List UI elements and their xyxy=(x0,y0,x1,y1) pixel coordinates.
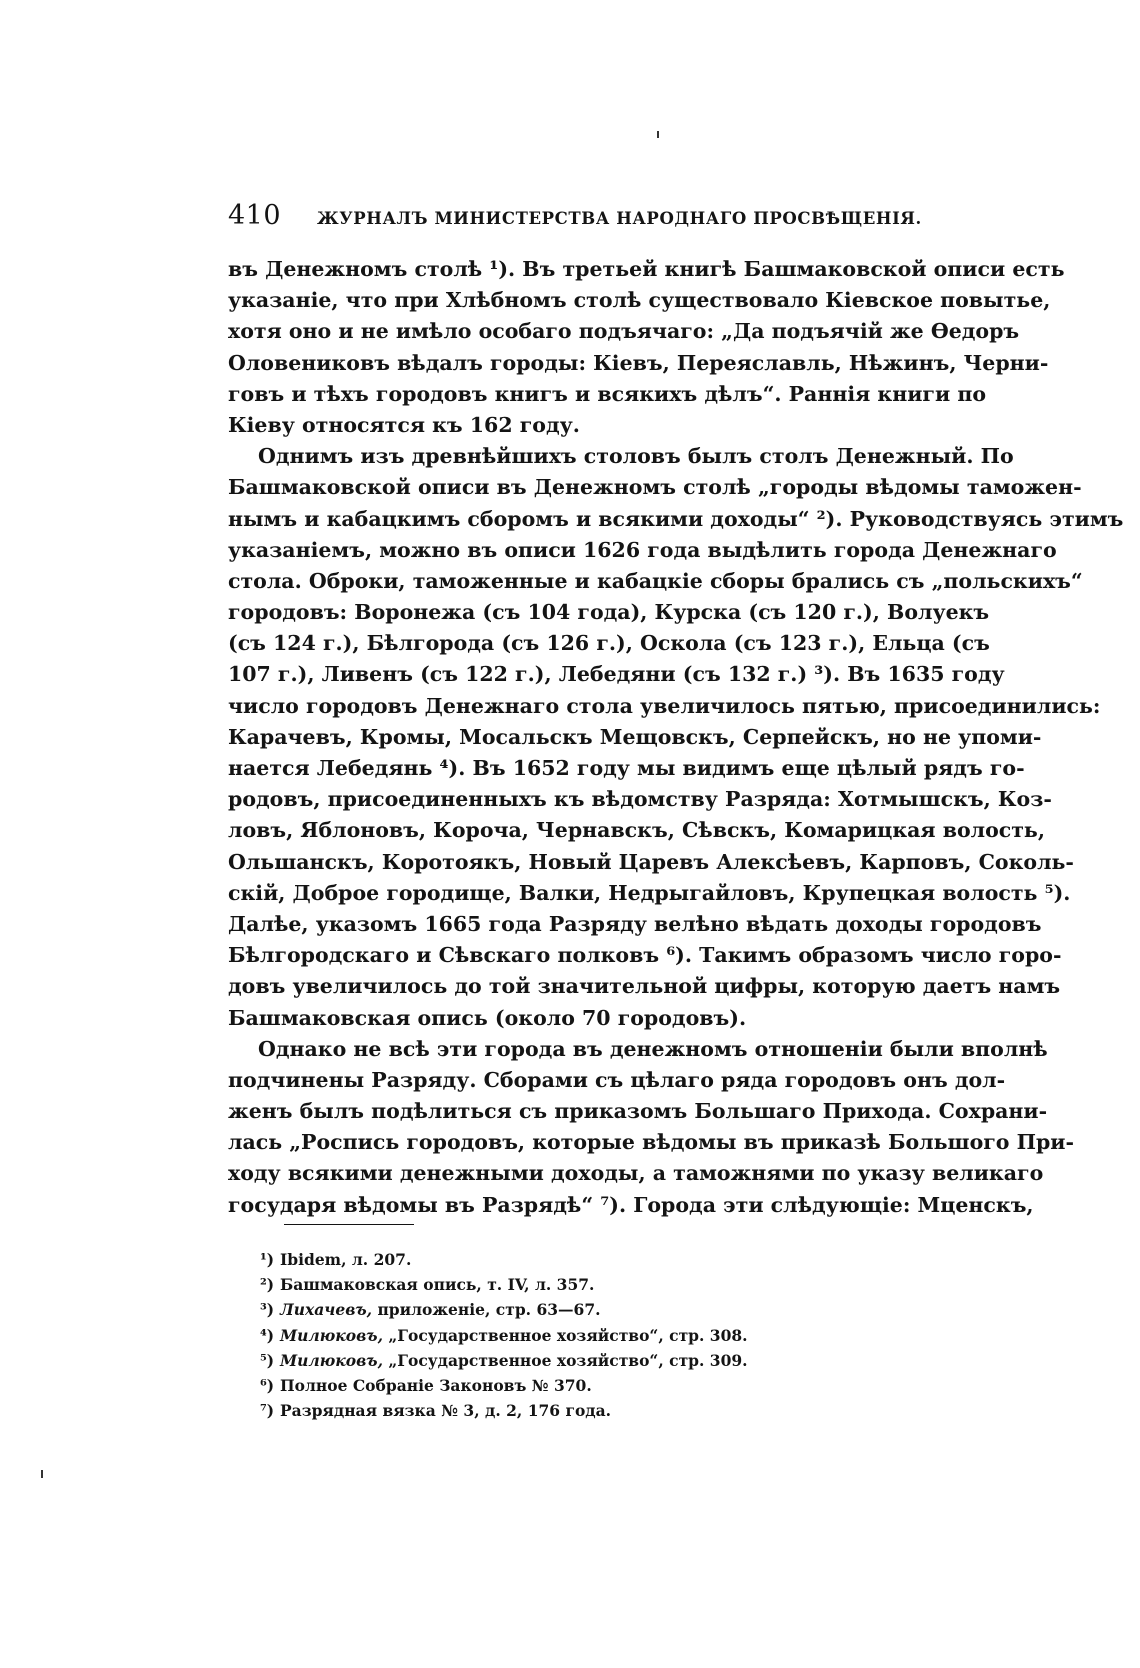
footnote xyxy=(260,1398,780,1423)
text-line: Карачевъ, Кромы, Мосальскъ Мещовскъ, Серпейскъ, но не упоми- xyxy=(228,724,1042,749)
text-line: хотя оно и не имѣло особаго подъячаго: „Да подъячій же Ѳедоръ xyxy=(228,319,1020,344)
text-line: женъ былъ подѣлиться съ приказомъ Большаго Прихода. Сохрани- xyxy=(228,1099,1048,1124)
text-line: Оловениковъ вѣдалъ городы: Кіевъ, Переяславль, Нѣжинъ, Черни- xyxy=(228,350,1049,375)
text-line: Однимъ изъ древнѣйшихъ столовъ былъ столъ Денежный. По xyxy=(258,444,1014,469)
footnote xyxy=(260,1297,780,1322)
footnote-mark: ³) xyxy=(260,1300,275,1320)
footnote-separator xyxy=(284,1224,414,1225)
text-line: Башмаковской описи въ Денежномъ столѣ „городы вѣдомы таможен- xyxy=(228,475,1082,500)
text-line: 107 г.), Ливенъ (съ 122 г.), Лебедяни (съ 132 г.) ³). Въ 1635 году xyxy=(228,662,1005,687)
footnote-mark: ⁴) xyxy=(260,1325,275,1345)
text-line: нымъ и кабацкимъ сборомъ и всякими доходы“ ²). Руководствуясь этимъ xyxy=(228,506,1124,531)
footnote-text: приложеніе, стр. 63—67. xyxy=(372,1300,601,1320)
text-line: (съ 124 г.), Бѣлгорода (съ 126 г.), Оскола (съ 123 г.), Ельца (съ xyxy=(228,631,990,656)
text-line: скій, Доброе городище, Валки, Недрыгайловъ, Крупецкая волость ⁵). xyxy=(228,880,1071,905)
text-line: родовъ, присоединенныхъ къ вѣдомству Разряда: Хотмышскъ, Коз- xyxy=(228,787,1052,812)
journal-title: ЖУРНАЛЪ МИНИСТЕРСТВА НАРОДНАГО ПРОСВѢЩЕНІЯ. xyxy=(317,209,922,228)
footnote xyxy=(260,1272,780,1297)
scan-speck xyxy=(657,131,659,138)
footnotes xyxy=(260,1247,780,1423)
text-line: стола. Оброки, таможенные и кабацкіе сборы брались съ „польскихъ“ xyxy=(228,568,1083,593)
footnote-author: Милюковъ, xyxy=(280,1350,383,1370)
footnote-text: Полное Собраніе Законовъ № 370. xyxy=(280,1375,592,1395)
text-line: лась „Роспись городовъ, которые вѣдомы въ приказѣ Большого При- xyxy=(228,1130,1075,1155)
footnote xyxy=(260,1247,780,1272)
footnote-mark: ⁶) xyxy=(260,1375,275,1395)
footnote-text: Ibidem, л. 207. xyxy=(280,1250,412,1269)
footnote xyxy=(260,1323,780,1348)
text-line: городовъ: Воронежа (съ 104 года), Курска (съ 120 г.), Волуекъ xyxy=(228,600,990,625)
text-line: Однако не всѣ эти города въ денежномъ отношеніи были вполнѣ xyxy=(258,1036,1048,1061)
text-line: нается Лебедянь ⁴). Въ 1652 году мы видимъ еще цѣлый рядъ го- xyxy=(228,756,1025,780)
footnote xyxy=(260,1348,780,1373)
text-line: Башмаковская опись (около 70 городовъ). xyxy=(228,1005,747,1030)
footnote-mark: ⁷) xyxy=(260,1401,275,1421)
footnote-text: „Государственное хозяйство“, стр. 308. xyxy=(382,1325,748,1345)
text-line: Бѣлгородскаго и Сѣвскаго полковъ ⁶). Такимъ образомъ число горо- xyxy=(228,943,1062,968)
footnote-text: „Государственное хозяйство“, стр. 309. xyxy=(382,1350,748,1370)
footnote-mark: ¹) xyxy=(260,1250,275,1269)
text-line: число городовъ Денежнаго стола увеличилось пятью, присоединились: xyxy=(228,693,1101,718)
footnote-mark: ²) xyxy=(260,1275,275,1295)
text-line: довъ увеличилось до той значительной цифры, которую даетъ намъ xyxy=(228,974,1061,999)
text-line: Кіеву относятся къ 162 году. xyxy=(228,412,580,437)
text-line: Ольшанскъ, Коротоякъ, Новый Царевъ Алексѣевъ, Карповъ, Соколь- xyxy=(228,849,1074,874)
text-line: указаніе, что при Хлѣбномъ столѣ существовало Кіевское повытье, xyxy=(228,288,1051,313)
page-number: 410 xyxy=(228,200,282,231)
text-line: ловъ, Яблоновъ, Короча, Чернавскъ, Сѣвскъ, Комарицкая волость, xyxy=(228,818,1045,843)
text-line: указаніемъ, можно въ описи 1626 года выдѣлить города Денежнаго xyxy=(228,537,1057,562)
text-line: въ Денежномъ столѣ ¹). Въ третьей книгѣ Башмаковской описи есть xyxy=(228,257,1065,281)
text-line: государя вѣдомы въ Разрядѣ“ ⁷). Города эти слѣдующіе: Мценскъ, xyxy=(228,1192,1034,1217)
text-line: говъ и тѣхъ городовъ книгъ и всякихъ дѣлъ“. Раннія книги по xyxy=(228,381,987,406)
text-line: Далѣе, указомъ 1665 года Разряду велѣно вѣдать доходы городовъ xyxy=(228,911,1042,936)
footnote-text: Разрядная вязка № 3, д. 2, 176 года. xyxy=(280,1401,612,1421)
running-header xyxy=(228,200,922,240)
footnote-text: Башмаковская опись, т. IV, л. 357. xyxy=(280,1275,595,1295)
footnote-author: Милюковъ, xyxy=(280,1325,383,1345)
body-text xyxy=(228,254,1124,1221)
footnote-mark: ⁵) xyxy=(260,1350,275,1370)
text-line: ходу всякими денежными доходы, а таможнями по указу великаго xyxy=(228,1161,1044,1186)
text-line: подчинены Разряду. Сборами съ цѣлаго ряда городовъ онъ дол- xyxy=(228,1067,1006,1092)
scan-speck xyxy=(41,1470,43,1478)
footnote-author: Лихачевъ, xyxy=(280,1300,373,1320)
footnote xyxy=(260,1373,780,1398)
